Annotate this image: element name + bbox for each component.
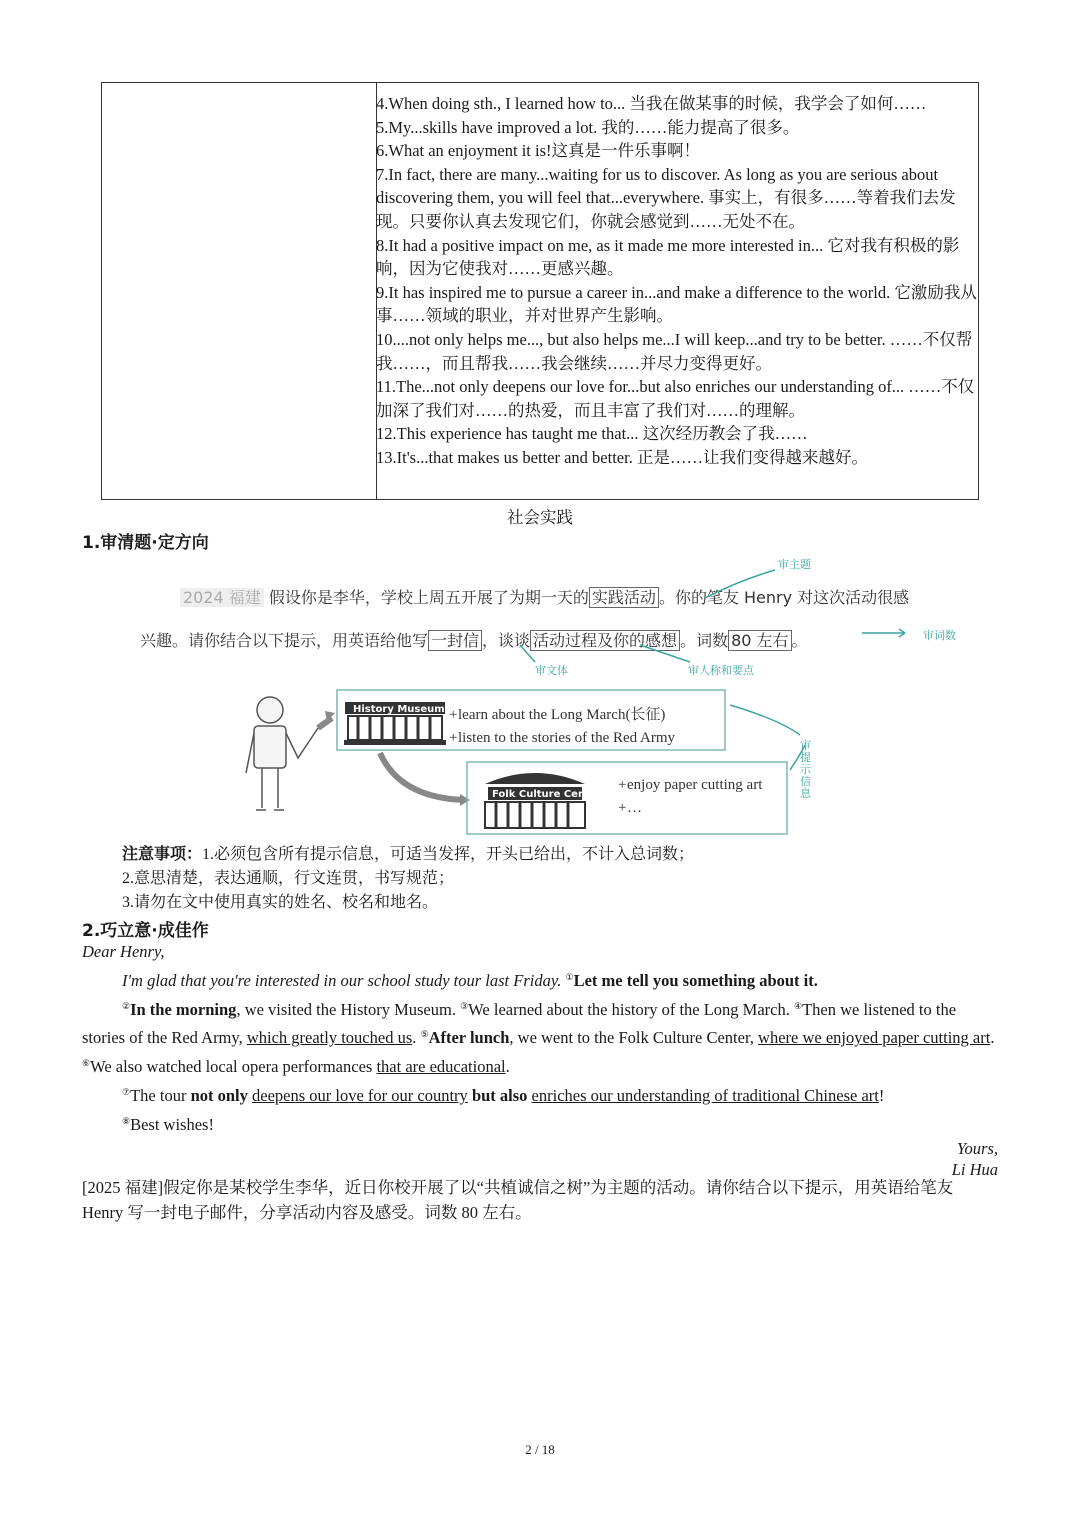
note-1: 1.必须包含所有提示信息，可适当发挥，开头已给出，不计入总词数； [202, 846, 695, 863]
underlined-clause-4: deepens our love for our country [252, 1085, 468, 1105]
svg-text:+: + [449, 707, 458, 723]
phrase-item: 5.My...skills have improved a lot. 我的……能力提高了很多。 [376, 117, 800, 137]
svg-text:Folk Culture Center: Folk Culture Center [492, 789, 602, 800]
boy-figure [246, 697, 318, 810]
culture-center-building [485, 773, 602, 828]
note-2: 2.意思清楚，表达通顺，行文连贯，书写规范； [122, 870, 455, 887]
letter-opening: I'm glad that you're interested in our school study tour last Friday. [122, 970, 562, 990]
sentence-2-bold: In the morning [130, 999, 237, 1019]
phrase-item: 12.This experience has taught me that... 这次经历教会了我…… [376, 424, 808, 444]
signature: Li Hua [951, 1159, 998, 1179]
salutation: Dear Henry, [82, 942, 165, 961]
phrase-item: 8.It had a positive impact on me, as it made me more interested in... 它对我有积极的影响，因为它使我对……更感兴趣。 [376, 235, 960, 279]
svg-text:+: + [618, 777, 627, 793]
svg-text:+: + [618, 800, 627, 816]
box-genre: 一封信 [428, 630, 482, 651]
museum-item-1: learn about the Long March(长征) [458, 707, 666, 723]
writing-task: [2025 福建]假定你是某校学生李华，近日你校开展了以“共植诚信之树”为主题的活动。请你结合以下提示，用英语给笔友 Henry 写一封电子邮件，分享活动内容及感受。词数 80 左右。 [82, 1178, 954, 1222]
phrase-item: 6.What an enjoyment it is!这真是一件乐事啊！ [376, 141, 700, 161]
sentence-3: We learned about the history of the Long March. [468, 999, 790, 1019]
svg-text:+: + [449, 730, 458, 746]
sentence-1: Let me tell you something about it. [573, 970, 818, 990]
page-number: 2 / 18 [525, 1442, 555, 1457]
note-word-count: 审词数 [923, 629, 956, 642]
center-item-2: … [627, 800, 642, 816]
note-theme: 审主题 [778, 558, 811, 571]
model-letter: Dear Henry, I'm glad that you're interested in our school study tour last Friday. ①Let me tell you something about it. ②In the morning, we visited the History Museum. ③We learned about the history of the Long March. ④Then we listened to the stories of the Red Army, which greatly touched us. ⑤After lunch, we went to the Folk Culture Center, where we enjoyed paper cutting art. ⑥We also watched local opera performances that are educational. ⑦The tour not only deepens our love for our country but also enriches our understanding of traditional Chinese art! ⑧Best wishes! Yours, Li Hua [82, 942, 998, 1179]
year-tag: 2024 福建 [180, 588, 264, 607]
activity-diagram [240, 688, 800, 838]
note-3: 3.请勿在文中使用真实的姓名、校名和地名。 [122, 894, 439, 911]
underlined-clause-3: that are educational [376, 1057, 506, 1077]
arrow-to-museum [318, 718, 332, 728]
museum-item-2: listen to the stories of the Red Army [458, 730, 676, 746]
notes-block [122, 842, 694, 915]
notes-title: 注意事项： [122, 844, 203, 863]
section-heading-2: 2.巧立意·成佳作 [82, 921, 209, 941]
prompt-text: 兴趣。请你结合以下提示，用英语给他写 [140, 631, 429, 650]
underlined-clause-5: enriches our understanding of traditional Chinese art [531, 1085, 879, 1105]
phrase-item: 4.When doing sth., I learned how to... 当我在做某事的时候，我学会了如何…… [376, 94, 927, 113]
underlined-clause-2: where we enjoyed paper cutting art [758, 1028, 991, 1048]
phrase-item: 11.The...not only deepens our love for...but also enriches our understanding of... ……不仅加深了我们对……的热爱，而且丰富了我们对……的理解。 [376, 377, 975, 420]
prompt-text: ，谈谈 [482, 631, 531, 650]
phrase-list [376, 92, 979, 470]
underlined-clause-1: which greatly touched us [246, 1028, 413, 1048]
center-item-1: enjoy paper cutting art [627, 777, 763, 793]
box-wordcount: 80 左右 [728, 630, 791, 651]
prompt-text: 。词数 [680, 631, 729, 650]
arrow-to-center [380, 753, 465, 800]
note-genre: 审文体 [535, 664, 568, 677]
phrase-item: 7.In fact, there are many...waiting for us to discover. As long as you are serious about discovering them, you will feel that...everywhere. 事实上，有很多……等着我们去发现。只要你认真去发现它们，你就会感觉到……无处不在。 [376, 164, 956, 231]
phrase-item: 13.It's...that makes us better and better. 正是……让我们变得越来越好。 [376, 447, 868, 467]
museum-building [344, 702, 446, 745]
svg-text:History Museum: History Museum [353, 704, 445, 715]
prompt-text: 。你的笔友 Henry 对这次活动很感 [658, 588, 910, 607]
table-caption: 社会实践 [507, 508, 573, 527]
phrase-item: 10....not only helps me..., but also helps me...I will keep...and try to be better. ……不仅帮我……，而且帮我……我会继续……并尽力变得更好。 [376, 329, 973, 373]
prompt-text: 假设你是李华，学校上周五开展了为期一天的 [268, 588, 589, 607]
section-heading-1: 1.审清题·定方向 [82, 533, 209, 553]
sentence-8: Best wishes! [130, 1114, 214, 1134]
note-person: 审人称和要点 [688, 664, 754, 677]
box-activity: 实践活动 [589, 587, 659, 608]
note-key-info: 审提示信息 [800, 739, 811, 800]
box-content: 活动过程及你的感想 [530, 630, 680, 651]
phrase-item: 9.It has inspired me to pursue a career in...and make a difference to the world. 它激励我从事……领域的职业，并对世界产生影响。 [376, 282, 977, 326]
prompt-text: 。 [791, 631, 808, 650]
closing: Yours, [956, 1138, 998, 1158]
